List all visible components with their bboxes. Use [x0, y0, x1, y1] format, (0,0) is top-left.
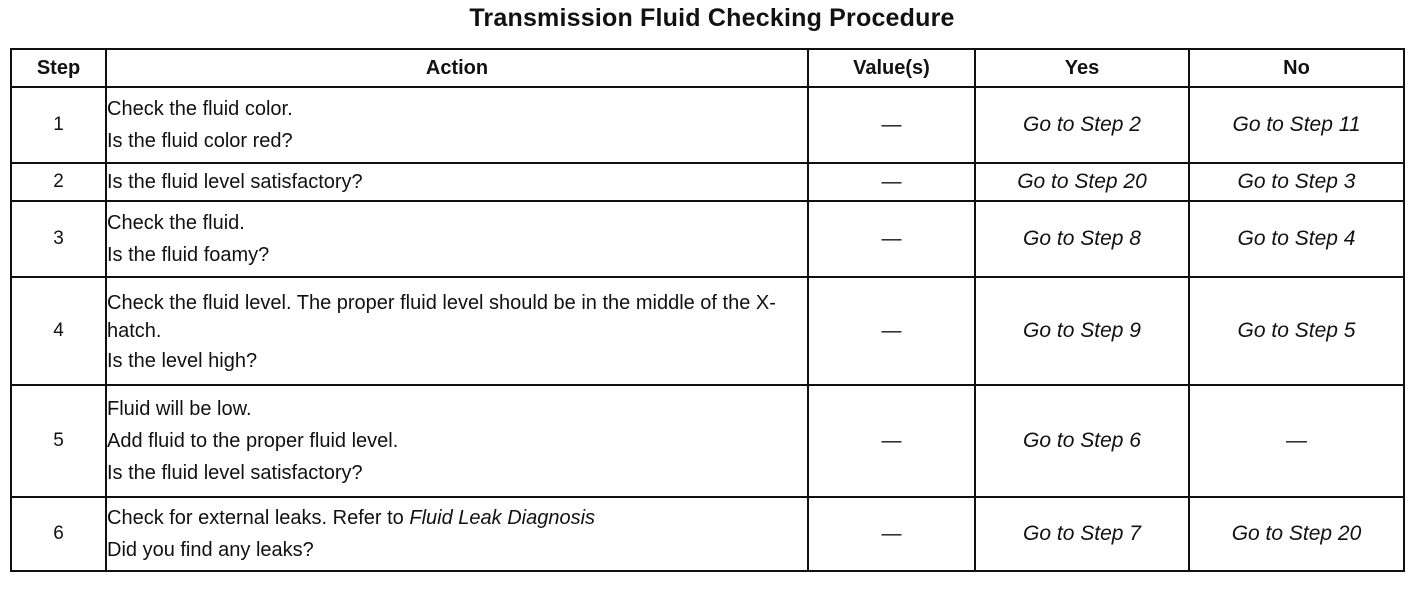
no-cell: Go to Step 4	[1189, 201, 1404, 277]
action-question: Is the fluid color red?	[107, 130, 293, 152]
action-question: Is the fluid level satisfactory?	[107, 462, 363, 484]
step-number: 4	[11, 277, 106, 385]
no-cell: Go to Step 5	[1189, 277, 1404, 385]
yes-cell: Go to Step 7	[975, 497, 1189, 571]
action-line: Fluid will be low.	[107, 398, 252, 420]
action-question: Is the fluid level satisfactory?	[107, 171, 363, 193]
action-question: Is the fluid foamy?	[107, 244, 270, 266]
procedure-table	[10, 48, 1405, 572]
value-cell: —	[808, 385, 975, 497]
no-cell: —	[1189, 385, 1404, 497]
header-step: Step	[11, 49, 106, 87]
yes-cell: Go to Step 6	[975, 385, 1189, 497]
value-cell: —	[808, 163, 975, 201]
no-cell: Go to Step 20	[1189, 497, 1404, 571]
action-cell	[106, 385, 808, 497]
value-cell: —	[808, 497, 975, 571]
yes-cell: Go to Step 2	[975, 87, 1189, 163]
action-line: Check the fluid color.	[107, 98, 293, 120]
action-question: Did you find any leaks?	[107, 539, 314, 561]
action-line: Add fluid to the proper fluid level.	[107, 430, 399, 452]
step-number: 1	[11, 87, 106, 163]
action-cell	[106, 201, 808, 277]
action-line: Check the fluid.	[107, 212, 245, 234]
table-row	[11, 277, 1404, 385]
value-cell: —	[808, 277, 975, 385]
step-number: 5	[11, 385, 106, 497]
action-line	[107, 502, 807, 534]
table-row	[11, 201, 1404, 277]
table-row	[11, 385, 1404, 497]
value-cell: —	[808, 201, 975, 277]
header-yes: Yes	[975, 49, 1189, 87]
action-lead-text: Check for external leaks. Refer to	[107, 507, 404, 529]
action-cell	[106, 277, 808, 385]
table-header-row	[11, 49, 1404, 87]
action-question: Is the level high?	[107, 350, 258, 372]
header-action: Action	[106, 49, 808, 87]
fluid-leak-diagnosis-reference: Fluid Leak Diagnosis	[409, 507, 596, 529]
no-cell: Go to Step 3	[1189, 163, 1404, 201]
step-number: 3	[11, 201, 106, 277]
action-cell	[106, 497, 808, 571]
table-row	[11, 87, 1404, 163]
step-number: 6	[11, 497, 106, 571]
table-row	[11, 497, 1404, 571]
action-cell	[106, 87, 808, 163]
yes-cell: Go to Step 9	[975, 277, 1189, 385]
header-values: Value(s)	[808, 49, 975, 87]
no-cell: Go to Step 11	[1189, 87, 1404, 163]
yes-cell: Go to Step 20	[975, 163, 1189, 201]
action-cell	[106, 163, 808, 201]
header-no: No	[1189, 49, 1404, 87]
value-cell: —	[808, 87, 975, 163]
table-row	[11, 163, 1404, 201]
step-number: 2	[11, 163, 106, 201]
action-line: Check the fluid level. The proper fluid level should be in the middle of the X-hatch.	[107, 292, 776, 342]
page-title: Transmission Fluid Checking Procedure	[469, 4, 955, 32]
yes-cell: Go to Step 8	[975, 201, 1189, 277]
